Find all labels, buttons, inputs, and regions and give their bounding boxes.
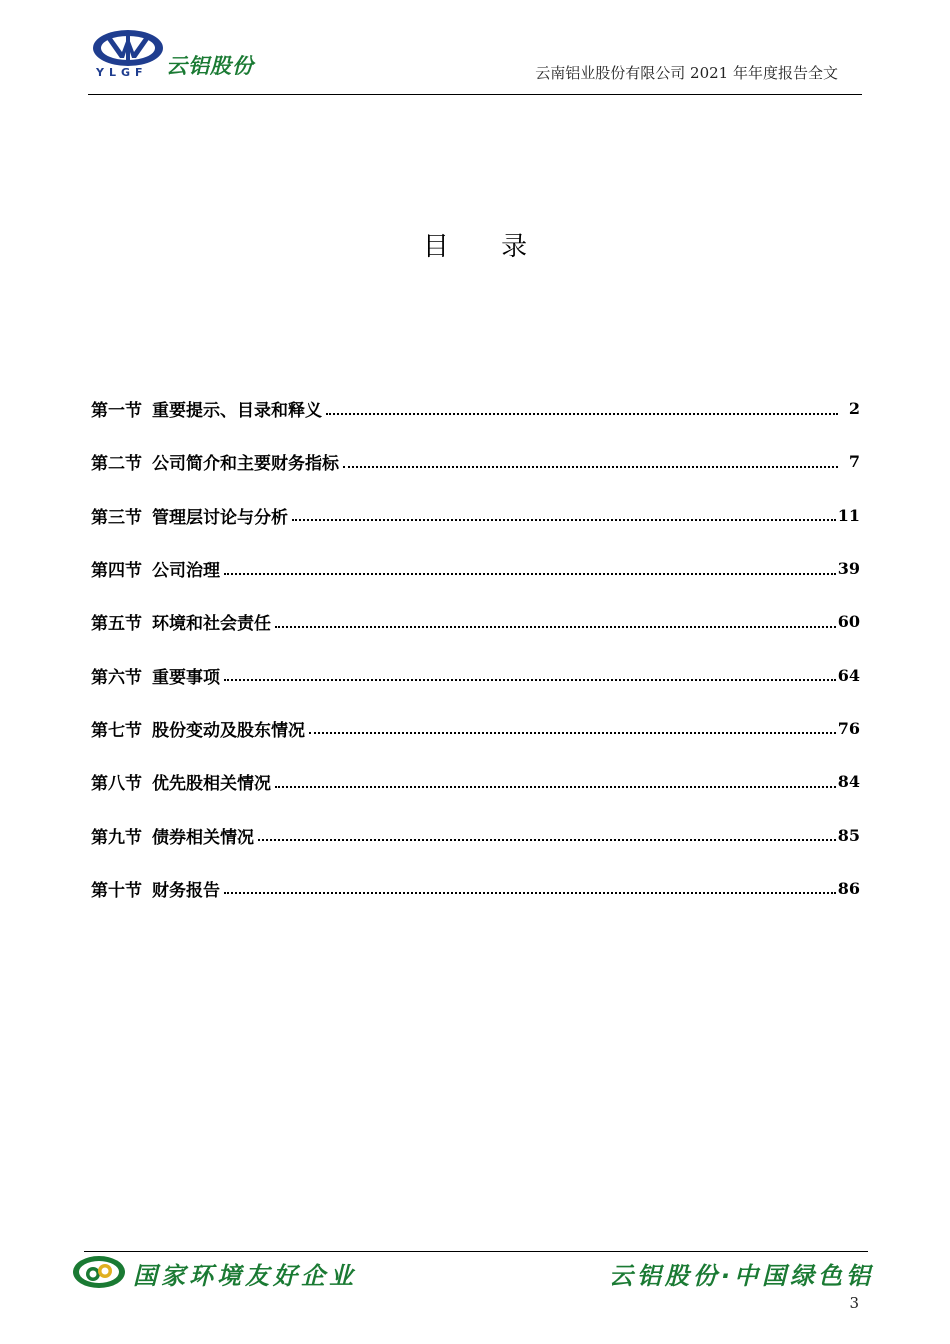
toc-page-number: 60 — [837, 612, 860, 632]
toc-section-title: 管理层讨论与分析 — [152, 507, 288, 528]
logo-company-name: 云铝股份 — [166, 54, 254, 78]
toc-section-number: 第十节 — [91, 880, 142, 901]
toc-section-number: 第一节 — [91, 401, 142, 422]
toc-section-number: 第二节 — [91, 454, 142, 475]
green-enterprise-emblem-icon — [72, 1254, 126, 1290]
footer-divider — [84, 1251, 868, 1252]
toc-dot-leader — [275, 626, 836, 628]
toc-dot-leader — [275, 786, 836, 788]
toc-section-title: 股份变动及股东情况 — [152, 720, 305, 741]
toc-entry[interactable] — [91, 489, 860, 542]
toc-page-number: 11 — [837, 505, 860, 525]
toc-dot-leader — [224, 892, 836, 894]
toc-section-number: 第九节 — [91, 827, 142, 848]
toc-entry[interactable] — [91, 435, 860, 488]
toc-page-number: 64 — [837, 665, 860, 685]
toc-entry[interactable] — [91, 862, 860, 915]
toc-page-number: 7 — [848, 452, 860, 472]
toc-section-number: 第四节 — [91, 561, 142, 582]
toc-dot-leader — [309, 732, 836, 734]
toc-dot-leader — [292, 519, 836, 521]
toc-dot-leader — [224, 573, 836, 575]
toc-dot-leader — [343, 466, 838, 468]
toc-entry[interactable] — [91, 808, 860, 861]
toc-section-number: 第八节 — [91, 774, 142, 795]
ylgf-logo-icon — [92, 28, 164, 68]
toc-section-title: 重要事项 — [152, 667, 220, 688]
page-number: 3 — [849, 1294, 859, 1312]
toc-dot-leader — [258, 839, 836, 841]
toc-section-title: 公司治理 — [152, 561, 220, 582]
logo-abbreviation: YLGF — [96, 66, 148, 79]
toc-entry[interactable] — [91, 382, 860, 435]
toc-page-number: 85 — [837, 825, 860, 845]
table-of-contents — [91, 382, 860, 915]
toc-entry[interactable] — [91, 755, 860, 808]
toc-section-number: 第三节 — [91, 507, 142, 528]
footer-slogan-left: 国家环境友好企业 — [133, 1262, 357, 1290]
toc-section-title: 财务报告 — [152, 880, 220, 901]
toc-section-number: 第七节 — [91, 720, 142, 741]
toc-section-title: 重要提示、目录和释义 — [152, 401, 322, 422]
toc-section-title: 优先股相关情况 — [152, 774, 271, 795]
toc-section-number: 第六节 — [91, 667, 142, 688]
footer-slogan-right: 云铝股份·中国绿色铝 — [608, 1262, 874, 1290]
toc-page-number: 2 — [848, 399, 860, 419]
toc-page-number: 39 — [837, 559, 860, 579]
report-title: 云南铝业股份有限公司 2021 年年度报告全文 — [535, 64, 838, 82]
toc-section-number: 第五节 — [91, 614, 142, 635]
toc-entry[interactable] — [91, 648, 860, 701]
toc-dot-leader — [326, 413, 838, 415]
toc-title: 目 录 — [422, 232, 550, 262]
toc-dot-leader — [224, 679, 836, 681]
toc-entry[interactable] — [91, 595, 860, 648]
toc-entry[interactable] — [91, 702, 860, 755]
toc-section-title: 环境和社会责任 — [152, 614, 271, 635]
toc-page-number: 84 — [837, 772, 860, 792]
page-header — [88, 26, 862, 95]
toc-page-number: 76 — [837, 718, 860, 738]
toc-page-number: 86 — [837, 878, 860, 898]
toc-section-title: 债券相关情况 — [152, 827, 254, 848]
toc-entry[interactable] — [91, 542, 860, 595]
toc-section-title: 公司简介和主要财务指标 — [152, 454, 339, 475]
